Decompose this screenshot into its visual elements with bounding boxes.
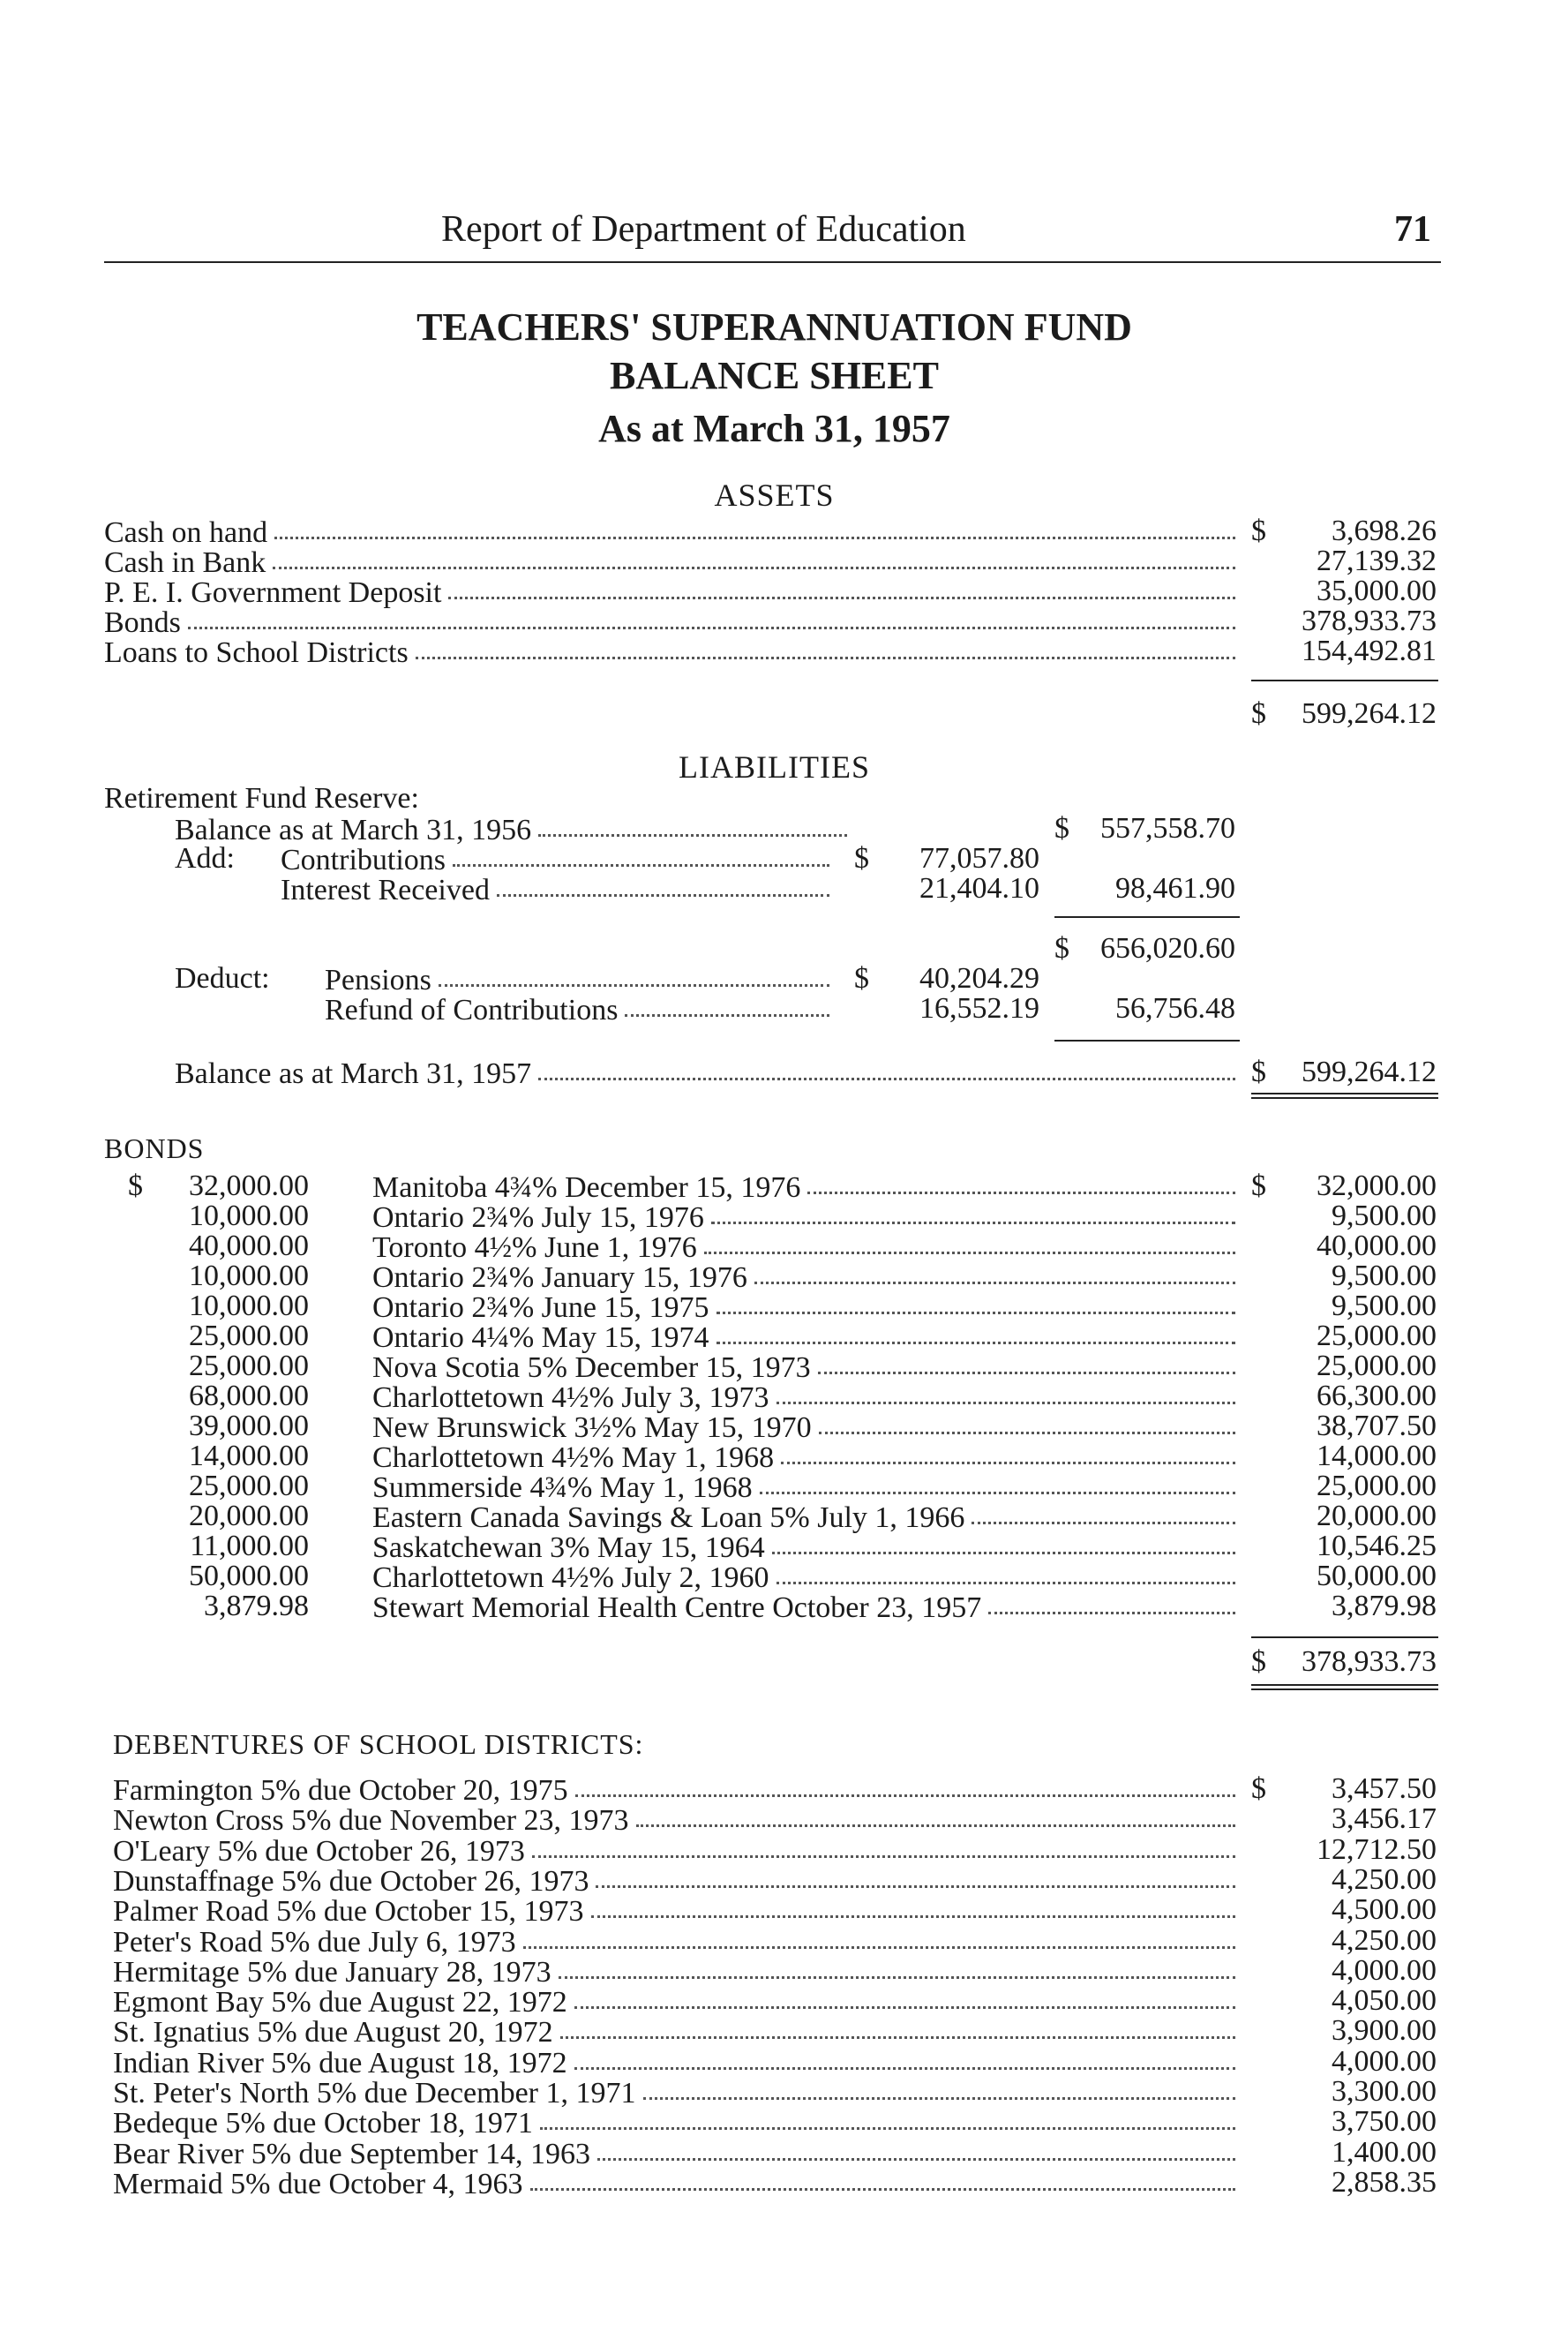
leader-dots <box>453 864 829 867</box>
leader-dots <box>772 1552 1235 1554</box>
asset-row <box>104 576 1242 609</box>
balance-1956-label: Balance as at March 31, 1956 <box>175 814 532 846</box>
bond-row <box>372 1591 1242 1624</box>
bond-face-value: 14,000.00 <box>189 1440 309 1472</box>
assets-total: 599,264.12 <box>1302 697 1437 730</box>
debenture-row-label: Indian River 5% due August 18, 1972 <box>113 2047 567 2080</box>
date-title: As at March 31, 1957 <box>598 407 950 450</box>
bond-row <box>372 1201 1242 1234</box>
bonds-total-rule <box>1251 1636 1438 1638</box>
bond-face-value: 40,000.00 <box>189 1230 309 1262</box>
bond-row-label: Ontario 2¾% July 15, 1976 <box>372 1201 704 1234</box>
bond-row <box>372 1291 1242 1324</box>
bond-row <box>372 1411 1242 1444</box>
double-rule-bottom <box>1251 1097 1438 1099</box>
leader-dots <box>776 1582 1235 1584</box>
bond-row-label: Nova Scotia 5% December 15, 1973 <box>372 1351 811 1384</box>
asset-row-label: Bonds <box>104 606 181 639</box>
leader-dots <box>776 1402 1235 1404</box>
leader-dots <box>497 894 829 897</box>
bond-row-label: Ontario 2¾% January 15, 1976 <box>372 1261 747 1294</box>
bond-book-value: 32,000.00 <box>1317 1170 1437 1202</box>
balance-1957-row <box>175 1057 1242 1090</box>
debenture-row <box>113 1986 1242 2019</box>
debenture-amount: 3,457.50 <box>1332 1772 1437 1805</box>
debenture-row-label: Egmont Bay 5% due August 22, 1972 <box>113 1986 567 2019</box>
leader-dots <box>523 1946 1235 1949</box>
bond-row-label: Charlottetown 4½% May 1, 1968 <box>372 1441 775 1474</box>
contributions-row <box>281 844 837 874</box>
bond-row <box>372 1261 1242 1294</box>
debenture-amount: 1,400.00 <box>1332 2136 1437 2169</box>
bond-row <box>372 1471 1242 1504</box>
asset-amount: 154,492.81 <box>1302 635 1437 667</box>
add-label: Add: <box>175 842 235 875</box>
bond-face-value: 25,000.00 <box>189 1320 309 1352</box>
debenture-row-label: Bear River 5% due September 14, 1963 <box>113 2138 591 2170</box>
double-rule-top <box>1251 1093 1438 1094</box>
debenture-row-label: Hermitage 5% due January 28, 1973 <box>113 1956 551 1989</box>
leader-dots <box>781 1462 1235 1464</box>
debenture-amount: 12,712.50 <box>1317 1833 1437 1866</box>
bond-face-value: 11,000.00 <box>190 1530 309 1562</box>
debenture-row-label: Peter's Road 5% due July 6, 1973 <box>113 1926 516 1959</box>
bond-book-value: 9,500.00 <box>1332 1260 1437 1292</box>
bond-row-label: Ontario 4¼% May 15, 1974 <box>372 1321 709 1354</box>
fund-title: TEACHERS' SUPERANNUATION FUND <box>416 305 1132 349</box>
debenture-amount: 4,000.00 <box>1332 1954 1437 1987</box>
debenture-row <box>113 2016 1242 2049</box>
deduct-label: Deduct: <box>175 962 270 995</box>
bond-book-value: 25,000.00 <box>1317 1470 1437 1502</box>
bond-row <box>372 1171 1242 1204</box>
bond-face-value: 20,000.00 <box>189 1500 309 1532</box>
asset-amount: 35,000.00 <box>1317 575 1437 607</box>
interest-label: Interest Received <box>281 874 490 906</box>
debenture-amount: 4,050.00 <box>1332 1984 1437 2017</box>
bond-row-label: Manitoba 4¾% December 15, 1976 <box>372 1171 801 1204</box>
leader-dots <box>540 2127 1235 2130</box>
leader-dots <box>807 1192 1235 1194</box>
bond-row-label: Ontario 2¾% June 15, 1975 <box>372 1291 709 1324</box>
double-rule-bottom <box>1251 1688 1438 1690</box>
leader-dots <box>530 2188 1235 2191</box>
asset-row-label: P. E. I. Government Deposit <box>104 576 442 609</box>
contributions-amount: 77,057.80 <box>919 842 1039 875</box>
currency-sign: $ <box>1251 1772 1266 1805</box>
debenture-row-label: St. Peter's North 5% due December 1, 1971 <box>113 2077 636 2110</box>
bond-row-label: Toronto 4½% June 1, 1976 <box>372 1231 697 1264</box>
debenture-amount: 4,500.00 <box>1332 1893 1437 1926</box>
debenture-row <box>113 2168 1242 2198</box>
leader-dots <box>448 597 1235 599</box>
bond-row-label: Charlottetown 4½% July 2, 1960 <box>372 1561 769 1594</box>
bond-row <box>372 1381 1242 1414</box>
bond-row <box>372 1351 1242 1384</box>
leader-dots <box>819 1432 1235 1434</box>
bond-row <box>372 1561 1242 1594</box>
contributions-label: Contributions <box>281 844 446 876</box>
pensions-row <box>325 964 837 997</box>
leader-dots <box>188 627 1235 629</box>
bond-face-value: 10,000.00 <box>189 1200 309 1232</box>
debenture-row-label: St. Ignatius 5% due August 20, 1972 <box>113 2016 553 2049</box>
debenture-row <box>113 2138 1242 2168</box>
assets-total-rule <box>1251 680 1438 681</box>
interest-row <box>281 874 837 904</box>
bond-row-label: New Brunswick 3½% May 15, 1970 <box>372 1411 812 1444</box>
bond-book-value: 50,000.00 <box>1317 1560 1437 1592</box>
debenture-amount: 4,250.00 <box>1332 1863 1437 1896</box>
currency-sign: $ <box>854 842 869 875</box>
bond-face-value: 68,000.00 <box>189 1380 309 1412</box>
header-rule <box>104 261 1441 263</box>
asset-row <box>104 546 1242 579</box>
leader-dots <box>597 2158 1235 2161</box>
deduct-total-amount: 56,756.48 <box>1115 992 1235 1025</box>
debenture-row <box>113 1774 1242 1807</box>
leader-dots <box>273 567 1235 569</box>
debenture-amount: 4,250.00 <box>1332 1924 1437 1957</box>
bond-row-label: Summerside 4¾% May 1, 1968 <box>372 1471 753 1504</box>
currency-sign: $ <box>1251 697 1266 730</box>
currency-sign: $ <box>128 1170 143 1202</box>
leader-dots <box>591 1915 1236 1918</box>
currency-sign: $ <box>1054 812 1069 845</box>
leader-dots <box>988 1612 1235 1614</box>
bond-row-label: Saskatchewan 3% May 15, 1964 <box>372 1531 765 1564</box>
debenture-row-label: Newton Cross 5% due November 23, 1973 <box>113 1804 629 1837</box>
leader-dots <box>532 1855 1235 1858</box>
debenture-row <box>113 2047 1242 2080</box>
currency-sign: $ <box>1054 932 1069 965</box>
bond-face-value: 25,000.00 <box>189 1470 309 1502</box>
page-number: 71 <box>1394 209 1431 250</box>
refund-row <box>325 994 837 1027</box>
bond-book-value: 38,707.50 <box>1317 1410 1437 1442</box>
pensions-label: Pensions <box>325 964 431 997</box>
bond-face-value: 10,000.00 <box>189 1260 309 1292</box>
leader-dots <box>560 2036 1235 2039</box>
debenture-row-label: Bedeque 5% due October 18, 1971 <box>113 2107 533 2140</box>
bond-book-value: 20,000.00 <box>1317 1500 1437 1532</box>
asset-amount: 27,139.32 <box>1317 545 1437 577</box>
leader-dots <box>818 1372 1235 1374</box>
running-header: Report of Department of Education <box>441 209 966 250</box>
bond-book-value: 10,546.25 <box>1317 1530 1437 1562</box>
refund-label: Refund of Contributions <box>325 994 619 1027</box>
leader-dots <box>538 1078 1235 1080</box>
leader-dots <box>636 1824 1235 1827</box>
refund-amount: 16,552.19 <box>919 992 1039 1025</box>
debenture-amount: 3,300.00 <box>1332 2075 1437 2108</box>
balance-sheet-title: BALANCE SHEET <box>610 354 939 397</box>
bond-book-value: 14,000.00 <box>1317 1440 1437 1472</box>
double-rule-top <box>1251 1684 1438 1686</box>
add-total-amount: 98,461.90 <box>1115 872 1235 905</box>
balance-1956-amount: 557,558.70 <box>1100 812 1235 845</box>
debenture-row-label: Farmington 5% due October 20, 1975 <box>113 1774 568 1807</box>
asset-row-label: Cash in Bank <box>104 546 266 579</box>
bond-face-value: 25,000.00 <box>189 1350 309 1382</box>
asset-row <box>104 516 1242 549</box>
debenture-row <box>113 1865 1242 1898</box>
asset-amount: 3,698.26 <box>1332 515 1437 547</box>
bond-row-label: Stewart Memorial Health Centre October 23, 1957 <box>372 1591 982 1624</box>
leader-dots <box>574 2067 1235 2070</box>
bond-row <box>372 1231 1242 1264</box>
currency-sign: $ <box>1251 1056 1266 1088</box>
bond-row-label: Eastern Canada Savings & Loan 5% July 1, 1966 <box>372 1501 965 1534</box>
bond-book-value: 25,000.00 <box>1317 1320 1437 1352</box>
debenture-row <box>113 1956 1242 1989</box>
bond-face-value: 3,879.98 <box>204 1590 309 1622</box>
bond-book-value: 40,000.00 <box>1317 1230 1437 1262</box>
leader-dots <box>716 1342 1235 1344</box>
bond-row <box>372 1321 1242 1354</box>
debentures-heading: DEBENTURES OF SCHOOL DISTRICTS: <box>113 1728 644 1760</box>
currency-sign: $ <box>1251 515 1266 547</box>
debenture-row-label: Mermaid 5% due October 4, 1963 <box>113 2168 523 2200</box>
asset-amount: 378,933.73 <box>1302 605 1437 637</box>
bond-row <box>372 1441 1242 1474</box>
interest-amount: 21,404.10 <box>919 872 1039 905</box>
leader-dots <box>704 1252 1235 1254</box>
debenture-amount: 3,750.00 <box>1332 2105 1437 2138</box>
debenture-row-label: Palmer Road 5% due October 15, 1973 <box>113 1895 584 1928</box>
leader-dots <box>559 1976 1235 1979</box>
leader-dots <box>972 1522 1235 1524</box>
leader-dots <box>274 537 1235 539</box>
bond-face-value: 32,000.00 <box>189 1170 309 1202</box>
bond-book-value: 3,879.98 <box>1332 1590 1437 1622</box>
balance-1956-row <box>175 814 854 844</box>
leader-dots <box>416 657 1235 659</box>
bonds-total: 378,933.73 <box>1302 1645 1437 1678</box>
balance-1957-label: Balance as at March 31, 1957 <box>175 1057 532 1090</box>
debenture-row-label: O'Leary 5% due October 26, 1973 <box>113 1835 525 1868</box>
debenture-row <box>113 1835 1242 1868</box>
bond-book-value: 9,500.00 <box>1332 1200 1437 1232</box>
bond-row-label: Charlottetown 4½% July 3, 1973 <box>372 1381 769 1414</box>
deduct-rule <box>1054 1040 1240 1042</box>
debenture-amount: 3,900.00 <box>1332 2014 1437 2047</box>
debenture-row <box>113 2107 1242 2140</box>
leader-dots <box>574 2006 1235 2009</box>
debenture-row <box>113 2077 1242 2110</box>
leader-dots <box>575 1794 1235 1797</box>
debenture-row <box>113 1926 1242 1959</box>
debenture-amount: 2,858.35 <box>1332 2166 1437 2199</box>
bond-row <box>372 1531 1242 1564</box>
bond-face-value: 10,000.00 <box>189 1290 309 1322</box>
subtotal-amount: 656,020.60 <box>1100 932 1235 965</box>
reserve-label: Retirement Fund Reserve: <box>104 782 419 815</box>
balance-1957-amount: 599,264.12 <box>1302 1056 1437 1088</box>
leader-dots <box>625 1014 829 1017</box>
bonds-heading: BONDS <box>104 1132 205 1164</box>
leader-dots <box>538 834 847 837</box>
asset-row-label: Cash on hand <box>104 516 268 549</box>
asset-row <box>104 636 1242 669</box>
bond-row <box>372 1501 1242 1534</box>
debenture-row-label: Dunstaffnage 5% due October 26, 1973 <box>113 1865 589 1898</box>
bond-book-value: 9,500.00 <box>1332 1290 1437 1322</box>
pensions-amount: 40,204.29 <box>919 962 1039 995</box>
leader-dots <box>716 1312 1235 1314</box>
leader-dots <box>596 1885 1235 1888</box>
bond-face-value: 50,000.00 <box>189 1560 309 1592</box>
bond-book-value: 25,000.00 <box>1317 1350 1437 1382</box>
asset-row-label: Loans to School Districts <box>104 636 409 669</box>
bond-face-value: 39,000.00 <box>189 1410 309 1442</box>
bond-book-value: 66,300.00 <box>1317 1380 1437 1412</box>
currency-sign: $ <box>1251 1170 1266 1202</box>
leader-dots <box>760 1492 1235 1494</box>
leader-dots <box>643 2097 1236 2100</box>
leader-dots <box>711 1222 1235 1224</box>
currency-sign: $ <box>1251 1645 1266 1678</box>
asset-row <box>104 606 1242 639</box>
debenture-row <box>113 1895 1242 1928</box>
currency-sign: $ <box>854 962 869 995</box>
leader-dots <box>754 1282 1235 1284</box>
assets-heading: ASSETS <box>714 478 835 513</box>
debenture-amount: 4,000.00 <box>1332 2045 1437 2078</box>
leader-dots <box>439 984 829 987</box>
debenture-row <box>113 1804 1242 1837</box>
debenture-amount: 3,456.17 <box>1332 1802 1437 1835</box>
liabilities-heading: LIABILITIES <box>679 749 870 785</box>
subtotal-rule <box>1054 916 1240 918</box>
